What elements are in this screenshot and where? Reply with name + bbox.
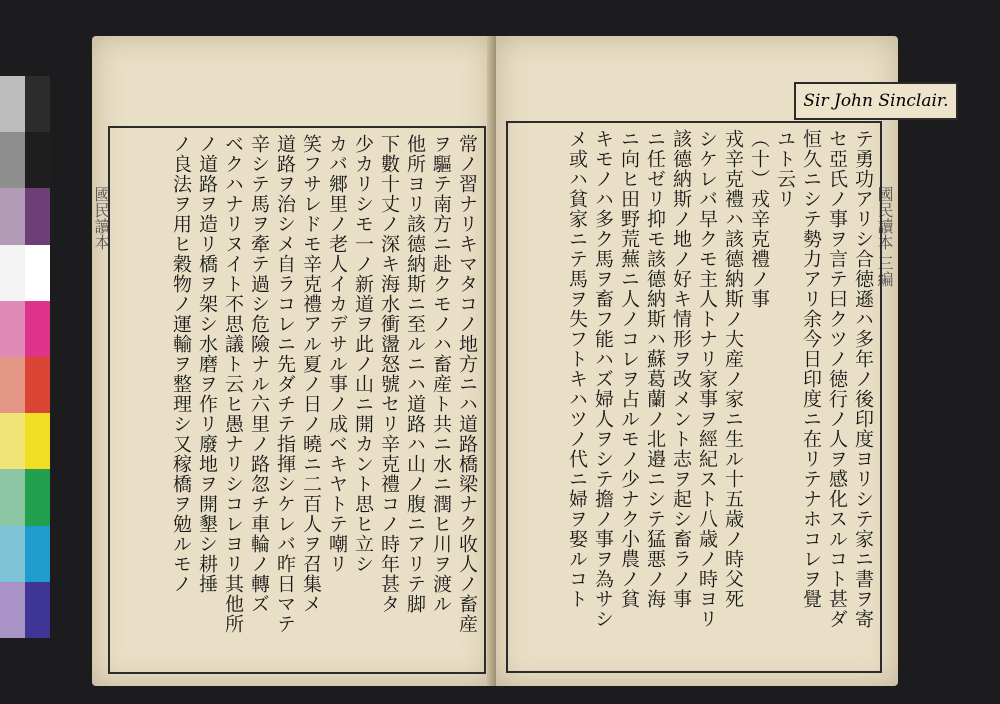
right-page-tab-label: 國民讀本 三編 [875, 186, 894, 288]
right-text-column: 戎辛克禮ハ該德納斯ノ大産ノ家ニ生ル十五歳ノ時父死 [722, 129, 744, 609]
color-swatch [0, 582, 50, 638]
right-text-column: ニ任ゼリ抑モ該德納斯ハ蘇葛蘭ノ北邉ニシテ猛悪ノ海 [644, 129, 666, 609]
left-text-column: カバ郷里ノ老人イカデサル事ノ成ベキヤトテ嘲リ [326, 134, 348, 574]
right-text-column: シケレバ早クモ主人トナリ家事ヲ經紀スト八歳ノ時ヨリ [696, 129, 718, 629]
left-text-column: 道路ヲ治シメ自ラコレニ先ダチテ指揮シケレバ昨日マテ [274, 134, 296, 634]
right-page [496, 36, 949, 686]
color-swatch [0, 245, 50, 301]
left-text-frame [108, 126, 486, 674]
right-text-column: セ亞氏ノ事ヲ言テ曰クツノ徳行ノ人ヲ感化スルコト甚ダ [826, 129, 848, 629]
color-swatch [0, 188, 50, 244]
left-page [92, 36, 492, 686]
color-swatch [0, 301, 50, 357]
right-text-column: （十）戎辛克禮ノ事 [748, 129, 770, 309]
signature-label: Sir John Sinclair. [794, 82, 958, 120]
left-text-column: ベクハナリヌイト不思議ト云ヒ愚ナリシコレヨリ其他所 [222, 134, 244, 634]
right-text-column: 恒久ニシテ勢力アリ余今日印度ニ在リテナホコレヲ覺 [800, 129, 822, 609]
right-text-column: キモノハ多ク馬ヲ畜フ能ハズ婦人ヲシテ擔ノ事ヲ為サシ [592, 129, 614, 629]
right-text-column: ユト云リ [774, 129, 796, 209]
color-swatch [0, 132, 50, 188]
open-book [92, 36, 949, 686]
left-text-column: ノ道路ヲ造リ橋ヲ架シ水磨ヲ作リ廢地ヲ開墾シ耕捶 [196, 134, 218, 594]
left-text-column: ノ良法ヲ用ヒ穀物ノ運輸ヲ整理シ又稼橋ヲ勉ルモノ [170, 134, 192, 594]
left-text-column: 常ノ習ナリキマタコノ地方ニハ道路橋梁ナク收人ノ畜産 [456, 134, 478, 634]
color-swatch [0, 357, 50, 413]
left-text-column: 少カリシモ一ノ新道ヲ此ノ山ニ開カント思ヒ立シ [352, 134, 374, 574]
right-text-column: ニ向ヒ田野荒蕪ニ人ノコレヲ占ルモノ少ナク小農ノ貧 [618, 129, 640, 609]
left-text-column: 他所ヨリ該德納斯ニ至ルニハ道路ハ山ノ腹ニアリテ脚 [404, 134, 426, 614]
left-text-column: 辛シテ馬ヲ牽テ過シ危險ナル六里ノ路忽チ車輪ノ轉ズ [248, 134, 270, 614]
left-text-column: 下數十丈ノ深キ海水衝盪怒號セリ辛克禮コノ時年甚タ [378, 134, 400, 614]
left-text-columns [116, 134, 478, 666]
right-text-column: メ或ハ貧家ニテ馬ヲ失フトキハツノ代ニ婦ヲ娶ルコト [566, 129, 588, 609]
right-text-frame [506, 121, 882, 673]
left-page-tab-label: 國民讀本 [92, 186, 111, 250]
right-text-column: 該德納斯ノ地ノ好キ情形ヲ改メント志ヲ起シ畜ラノ事 [670, 129, 692, 609]
color-swatch [0, 469, 50, 525]
right-text-column: テ勇功アリシ合徳遜ハ多年ノ後印度ヨリシテ家ニ書ヲ寄 [852, 129, 874, 629]
right-text-columns [514, 129, 874, 665]
color-calibration-bar [0, 76, 50, 638]
left-text-column: 笑フサレドモ辛克禮アル夏ノ日ノ曉ニ二百人ヲ召集メ [300, 134, 322, 614]
color-swatch [0, 76, 50, 132]
color-swatch [0, 526, 50, 582]
left-text-column: ヲ驅テ南方ニ赴クモノハ畜産ト共ニ水ニ潤ヒ川ヲ渡ル [430, 134, 452, 614]
color-swatch [0, 413, 50, 469]
